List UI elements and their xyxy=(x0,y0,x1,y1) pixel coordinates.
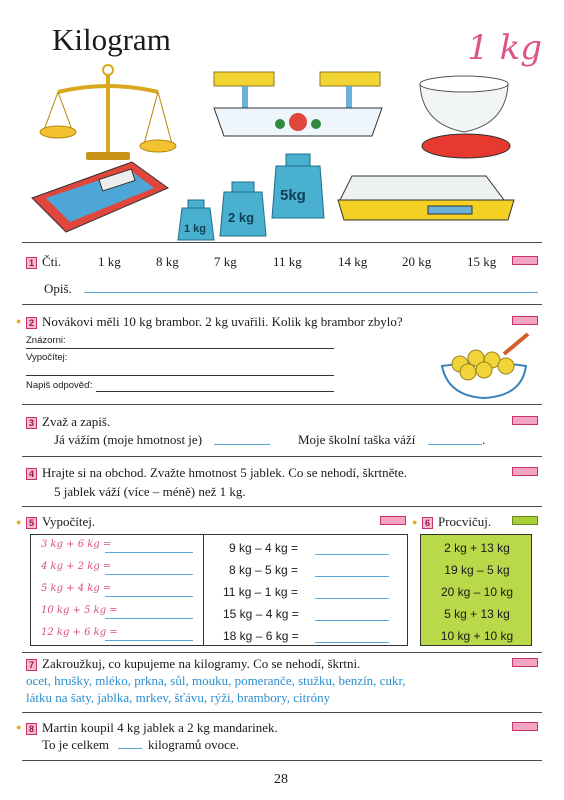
pink-tag xyxy=(512,658,538,667)
answer-line xyxy=(105,640,193,641)
task6-box xyxy=(420,534,532,646)
weight-label-2kg: 2 kg xyxy=(228,210,255,225)
task-number: 6 xyxy=(422,517,433,529)
kg-value: 1 kg xyxy=(98,254,121,269)
divider xyxy=(22,242,542,243)
task3-heading xyxy=(26,414,110,430)
task5-box xyxy=(30,534,408,646)
kg-value: 8 kg xyxy=(156,254,179,269)
total-before: To je celkem xyxy=(42,737,109,752)
handwritten-sum: 5 kg + 4 kg = xyxy=(41,583,112,594)
task8-heading xyxy=(26,720,278,736)
kg-value: 15 kg xyxy=(467,254,497,269)
task5-heading xyxy=(26,514,95,530)
task-number: 7 xyxy=(26,659,37,671)
writing-line xyxy=(96,391,334,392)
task7-heading xyxy=(26,656,360,672)
pink-tag xyxy=(512,416,538,425)
task4-text: Hrajte si na obchod. Zvažte hmotnost 5 jablek. Co se nehodí, škrtněte. xyxy=(42,465,407,480)
divider xyxy=(22,456,542,457)
weight-label-5kg: 5kg xyxy=(280,187,306,204)
task-number: 4 xyxy=(26,468,37,480)
writing-line xyxy=(84,292,538,293)
answer-line xyxy=(315,642,389,643)
task1-label: Čti. xyxy=(42,254,62,269)
divider xyxy=(22,652,542,653)
divider xyxy=(22,404,542,405)
answer-line xyxy=(315,620,389,621)
bowl-scale-illustration xyxy=(414,66,514,162)
practice-row: 5 kg + 13 kg xyxy=(444,607,510,621)
task-number: 2 xyxy=(26,317,37,329)
my-weight-text: Já vážím (moje hmotnost je) xyxy=(54,432,203,447)
handwritten-sum: 10 kg + 5 kg = xyxy=(41,605,118,616)
pink-tag xyxy=(512,722,538,731)
answer-line xyxy=(105,596,193,597)
page-title: Kilogram xyxy=(52,22,171,57)
writing-line xyxy=(428,444,482,445)
bag-weight-text: Moje školní taška váží xyxy=(298,432,416,447)
label-vypocitej: Vypočítej: xyxy=(26,352,68,363)
potato-bowl-illustration xyxy=(440,330,532,402)
kg-value: 20 kg xyxy=(402,254,432,269)
pink-tag xyxy=(512,256,538,265)
task5-label: Vypočítej. xyxy=(42,514,96,529)
items-line-2: látku na šaty, jablka, mrkev, šťávu, rýži, brambory, citróny xyxy=(26,690,331,705)
task2-text xyxy=(26,314,403,330)
task-number: 1 xyxy=(26,257,37,269)
task1-heading xyxy=(26,254,61,270)
task2-question: Novákovi měli 10 kg brambor. 2 kg uvařili. Kolik kg brambor zbylo? xyxy=(42,314,403,329)
divider xyxy=(22,712,542,713)
handwritten-1kg: 1 kg xyxy=(467,28,542,68)
task4-heading xyxy=(26,465,407,481)
label-odpoved: Napiš odpověď: xyxy=(26,380,93,391)
green-tag xyxy=(512,516,538,525)
copy-label: Opiš. xyxy=(44,281,72,296)
task6-label: Procvičuj. xyxy=(438,514,492,529)
kitchen-scale-illustration xyxy=(208,62,388,144)
task-number: 8 xyxy=(26,723,37,735)
writing-line xyxy=(214,444,270,445)
answer-line xyxy=(105,618,193,619)
kg-value: 14 kg xyxy=(338,254,368,269)
task-number: 3 xyxy=(26,417,37,429)
practice-row: 19 kg – 5 kg xyxy=(444,563,510,577)
answer-line xyxy=(105,552,193,553)
task3-label: Zvaž a zapiš. xyxy=(42,414,111,429)
star-icon: ● xyxy=(16,517,22,527)
balance-scale-illustration xyxy=(30,62,180,172)
writing-line xyxy=(118,748,142,749)
practice-row: 2 kg + 13 kg xyxy=(444,541,510,555)
answer-line xyxy=(315,576,389,577)
divider xyxy=(22,304,542,305)
weight-label-1kg: 1 kg xyxy=(184,223,207,235)
apples-line: 5 jablek váží (více – méně) než 1 kg. xyxy=(54,484,246,499)
answer-line xyxy=(315,598,389,599)
pink-tag xyxy=(512,316,538,325)
answer-line xyxy=(105,574,193,575)
task7-text: Zakroužkuj, co kupujeme na kilogramy. Co se nehodí, škrtni. xyxy=(42,656,361,671)
divider xyxy=(22,760,542,761)
handwritten-sum: 3 kg + 6 kg = xyxy=(41,539,112,550)
total-after: kilogramů ovoce. xyxy=(148,737,239,752)
pink-tag xyxy=(512,467,538,476)
box-divider xyxy=(203,535,204,645)
handwritten-sum: 4 kg + 2 kg = xyxy=(41,561,112,572)
kg-value: 7 kg xyxy=(214,254,237,269)
page-number: 28 xyxy=(274,772,288,787)
writing-line xyxy=(26,348,334,349)
bathroom-scale-illustration xyxy=(22,158,172,238)
answer-line xyxy=(315,554,389,555)
star-icon: ● xyxy=(412,517,418,527)
task-number: 5 xyxy=(26,517,37,529)
star-icon: ● xyxy=(16,316,22,326)
weights-illustration xyxy=(176,152,326,244)
practice-row: 20 kg – 10 kg xyxy=(440,585,514,599)
subtraction-equation: 18 kg – 6 kg = xyxy=(223,629,299,643)
writing-line xyxy=(26,375,334,376)
digital-scale-illustration xyxy=(336,166,516,230)
divider xyxy=(22,506,542,507)
subtraction-equation: 15 kg – 4 kg = xyxy=(223,607,299,621)
period: . xyxy=(482,432,486,447)
star-icon: ● xyxy=(16,722,22,732)
practice-row: 10 kg + 10 kg xyxy=(440,629,514,643)
handwritten-sum: 12 kg + 6 kg = xyxy=(41,627,118,638)
label-znazorni: Znázorni: xyxy=(26,335,66,346)
items-line-1: ocet, hrušky, mléko, prkna, sůl, mouku, pomeranče, stužku, benzín, cukr, xyxy=(26,673,406,688)
task8-text: Martin koupil 4 kg jablek a 2 kg mandarinek. xyxy=(42,720,278,735)
subtraction-equation: 11 kg – 1 kg = xyxy=(223,585,298,599)
subtraction-equation: 8 kg – 5 kg = xyxy=(229,563,299,577)
kg-value: 11 kg xyxy=(273,254,302,269)
pink-tag xyxy=(380,516,406,525)
task6-heading xyxy=(422,514,491,530)
subtraction-equation: 9 kg – 4 kg = xyxy=(229,541,299,555)
